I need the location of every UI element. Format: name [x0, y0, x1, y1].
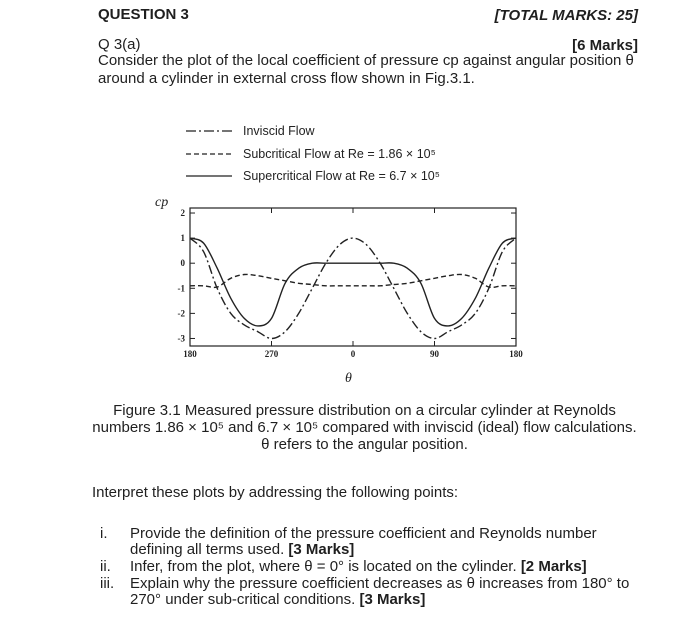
- y-tick-label: 0: [180, 258, 185, 269]
- legend-label-supercritical: Supercritical Flow at Re = 6.7 × 10⁵: [243, 169, 440, 183]
- x-axis-label: θ: [345, 371, 352, 386]
- x-tick-label: 90: [430, 349, 439, 359]
- question-item: [100, 526, 645, 558]
- interpret-prompt: Interpret these plots by addressing the following points:: [92, 484, 459, 501]
- legend-label-inviscid: Inviscid Flow: [243, 124, 315, 138]
- sub-question-marks: [6 Marks]: [572, 37, 638, 54]
- question-marks: [2 Marks]: [520, 558, 587, 575]
- legend-label-subcritical: Subcritical Flow at Re = 1.86 × 10⁵: [243, 147, 436, 161]
- y-tick-label: -1: [177, 283, 185, 294]
- y-tick-label: 1: [180, 233, 185, 244]
- question-number: i.: [100, 525, 108, 542]
- question-item: [100, 576, 645, 608]
- question-number: ii.: [100, 558, 111, 575]
- x-tick-label: 180: [183, 349, 197, 359]
- question-text: Explain why the pressure coefficient decreases as θ increases from 180° to 270° under sub-critical conditions.: [130, 575, 630, 608]
- series-supercritical-line: [190, 238, 516, 326]
- figure-legend: [186, 124, 440, 183]
- question-text: Provide the definition of the pressure coefficient and Reynolds number defining all terms used.: [130, 525, 597, 558]
- total-marks: [TOTAL MARKS: 25]: [494, 7, 638, 24]
- y-tick-label: -3: [177, 333, 185, 344]
- sub-question-label: Q 3(a): [98, 36, 141, 53]
- question-number: iii.: [100, 575, 115, 592]
- y-tick-label: -2: [177, 308, 185, 319]
- y-axis-label: cp: [155, 195, 169, 210]
- question-title: QUESTION 3: [98, 6, 189, 23]
- question-text: Infer, from the plot, where θ = 0° is located on the cylinder.: [130, 558, 517, 575]
- series-subcritical-line: [190, 274, 516, 287]
- series-inviscid-line: [190, 238, 516, 338]
- figure-caption: Figure 3.1 Measured pressure distribution on a circular cylinder at Reynolds numbers 1.86 × 10⁵ and 6.7 × 10⁵ compared with inviscid (ideal) flow calculations. θ refers to the angular position.: [92, 402, 637, 453]
- y-tick-label: 2: [180, 208, 185, 219]
- plot-frame: [190, 208, 516, 346]
- x-tick-label: 0: [350, 349, 356, 359]
- x-tick-label: 180: [509, 349, 523, 359]
- question-marks: [3 Marks]: [288, 541, 355, 558]
- question-intro: Consider the plot of the local coefficient of pressure cp against angular position θ around a cylinder in external cross flow shown in Fig.3.1.: [98, 52, 634, 87]
- question-item: [100, 559, 645, 575]
- question-marks: [3 Marks]: [359, 591, 426, 608]
- data-curves: [190, 238, 516, 338]
- axis-ticks: [178, 208, 524, 359]
- question-list: [100, 526, 645, 609]
- x-tick-label: 270: [264, 349, 279, 359]
